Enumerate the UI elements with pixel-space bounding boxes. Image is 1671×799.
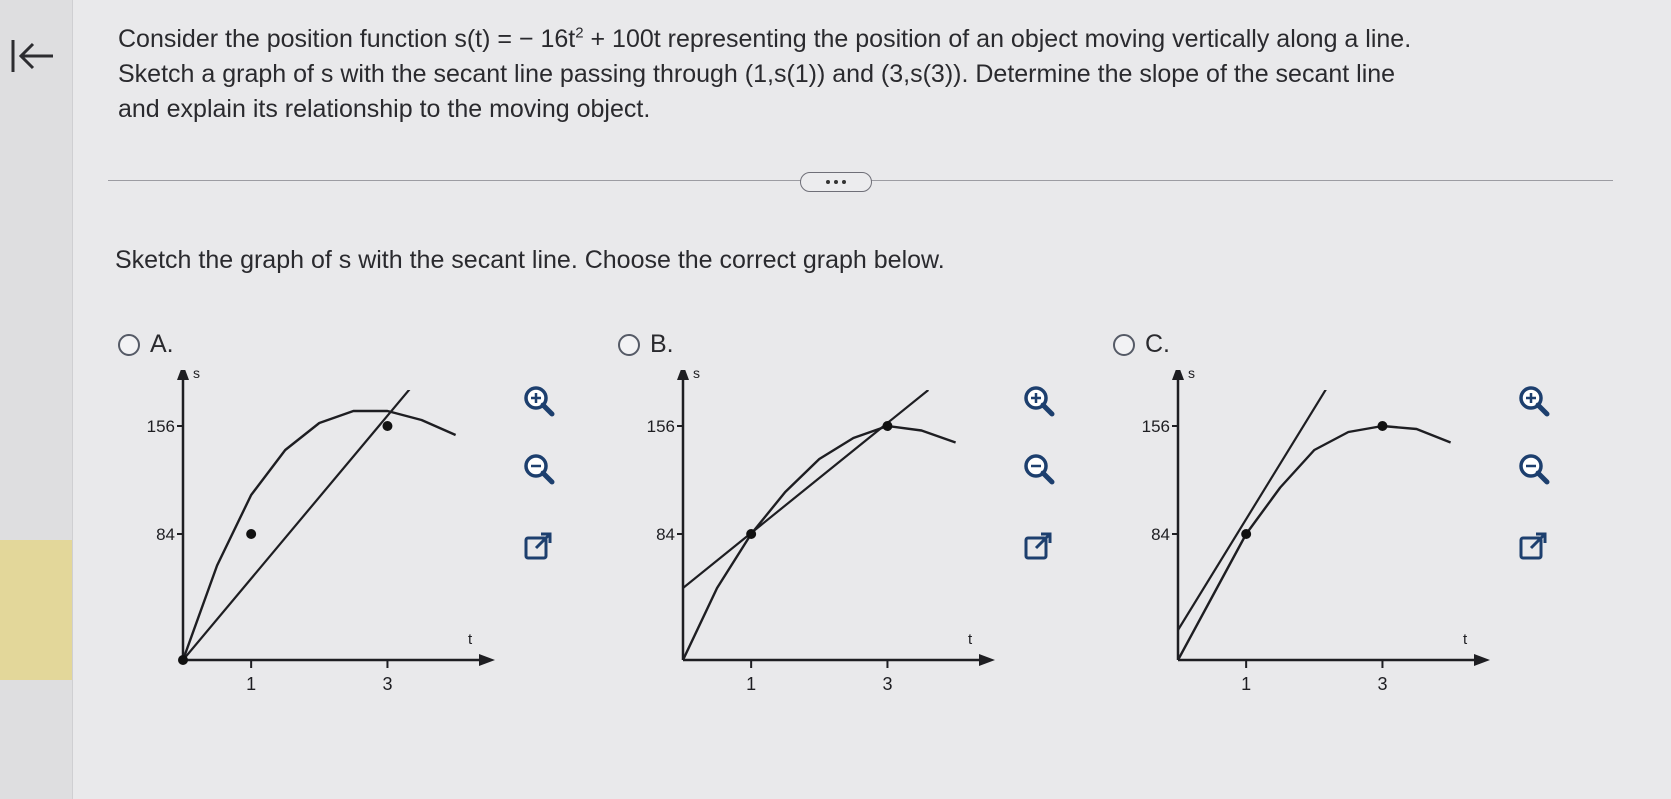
marked-point bbox=[746, 529, 756, 539]
open-graph-button[interactable] bbox=[1513, 526, 1553, 566]
question-panel bbox=[73, 0, 1671, 799]
marked-point bbox=[246, 529, 256, 539]
y-axis-arrow bbox=[1172, 370, 1184, 380]
option-label: C. bbox=[1145, 330, 1170, 358]
radio-button-a[interactable] bbox=[118, 334, 140, 356]
x-axis-label: t bbox=[968, 631, 973, 648]
x-tick-label: 1 bbox=[746, 674, 757, 694]
position-curve bbox=[1178, 426, 1451, 660]
x-axis-label: t bbox=[1463, 631, 1468, 648]
x-tick-label: 3 bbox=[382, 674, 393, 694]
open-external-icon bbox=[1517, 530, 1549, 562]
secant-line bbox=[183, 375, 422, 660]
zoom-in-icon bbox=[521, 383, 555, 417]
y-tick-label: 156 bbox=[146, 417, 175, 436]
rail-highlight bbox=[0, 540, 72, 680]
position-curve bbox=[183, 411, 456, 660]
zoom-in-icon bbox=[1516, 383, 1550, 417]
instruction-text: Sketch the graph of s with the secant line. Choose the correct graph below. bbox=[115, 246, 945, 274]
marked-point bbox=[382, 421, 392, 431]
zoom-out-button[interactable] bbox=[1018, 448, 1058, 488]
graph-b bbox=[618, 370, 1018, 720]
graph-c bbox=[1113, 370, 1513, 720]
radio-button-b[interactable] bbox=[618, 334, 640, 356]
option-a-radio-row[interactable] bbox=[118, 330, 174, 359]
x-axis-arrow bbox=[479, 654, 495, 666]
y-axis-label: s bbox=[1188, 370, 1195, 381]
marked-point bbox=[1241, 529, 1251, 539]
option-c-radio-row[interactable] bbox=[1113, 330, 1170, 359]
x-axis-arrow bbox=[1474, 654, 1490, 666]
position-curve bbox=[683, 426, 956, 660]
option-b bbox=[618, 0, 1078, 799]
y-tick-label: 84 bbox=[656, 525, 675, 544]
option-a bbox=[118, 0, 578, 799]
marked-point bbox=[1377, 421, 1387, 431]
zoom-out-button[interactable] bbox=[518, 448, 558, 488]
y-tick-label: 84 bbox=[1151, 525, 1170, 544]
y-axis-arrow bbox=[677, 370, 689, 380]
zoom-in-button[interactable] bbox=[1513, 380, 1553, 420]
x-axis-arrow bbox=[979, 654, 995, 666]
x-tick-label: 3 bbox=[882, 674, 893, 694]
open-external-icon bbox=[1022, 530, 1054, 562]
y-tick-label: 156 bbox=[1141, 417, 1170, 436]
zoom-in-button[interactable] bbox=[518, 380, 558, 420]
question-text: Consider the position function s(t) = − $16t^2 + 100t$ representing the position of an object moving vertically along a line. Sketch a graph of s with the secant line passing through (1,s(1)) and (3,s(3)). Determine the slope of the secant line and explain its relationship to the moving object. bbox=[118, 24, 1412, 123]
option-c bbox=[1113, 0, 1573, 799]
zoom-out-button[interactable] bbox=[1513, 448, 1553, 488]
x-axis-label: t bbox=[468, 631, 473, 648]
radio-button-c[interactable] bbox=[1113, 334, 1135, 356]
zoom-in-button[interactable] bbox=[1018, 380, 1058, 420]
option-label: A. bbox=[150, 330, 174, 358]
option-label: B. bbox=[650, 330, 674, 358]
secant-line bbox=[1178, 375, 1335, 630]
zoom-out-icon bbox=[521, 451, 555, 485]
option-b-radio-row[interactable] bbox=[618, 330, 674, 359]
x-tick-label: 1 bbox=[1241, 674, 1252, 694]
y-axis-arrow bbox=[177, 370, 189, 380]
marked-point bbox=[882, 421, 892, 431]
collapse-button[interactable] bbox=[6, 30, 58, 82]
x-tick-label: 3 bbox=[1377, 674, 1388, 694]
zoom-in-icon bbox=[1021, 383, 1055, 417]
open-external-icon bbox=[522, 530, 554, 562]
marked-point bbox=[178, 655, 188, 665]
y-tick-label: 156 bbox=[646, 417, 675, 436]
y-tick-label: 84 bbox=[156, 525, 175, 544]
graph-a bbox=[118, 370, 518, 720]
open-graph-button[interactable] bbox=[1018, 526, 1058, 566]
collapse-left-arrow-icon bbox=[9, 36, 55, 76]
x-tick-label: 1 bbox=[246, 674, 257, 694]
left-rail bbox=[0, 0, 73, 799]
y-axis-label: s bbox=[693, 370, 700, 381]
open-graph-button[interactable] bbox=[518, 526, 558, 566]
y-axis-label: s bbox=[193, 370, 200, 381]
zoom-out-icon bbox=[1021, 451, 1055, 485]
secant-line bbox=[683, 390, 928, 588]
zoom-out-icon bbox=[1516, 451, 1550, 485]
